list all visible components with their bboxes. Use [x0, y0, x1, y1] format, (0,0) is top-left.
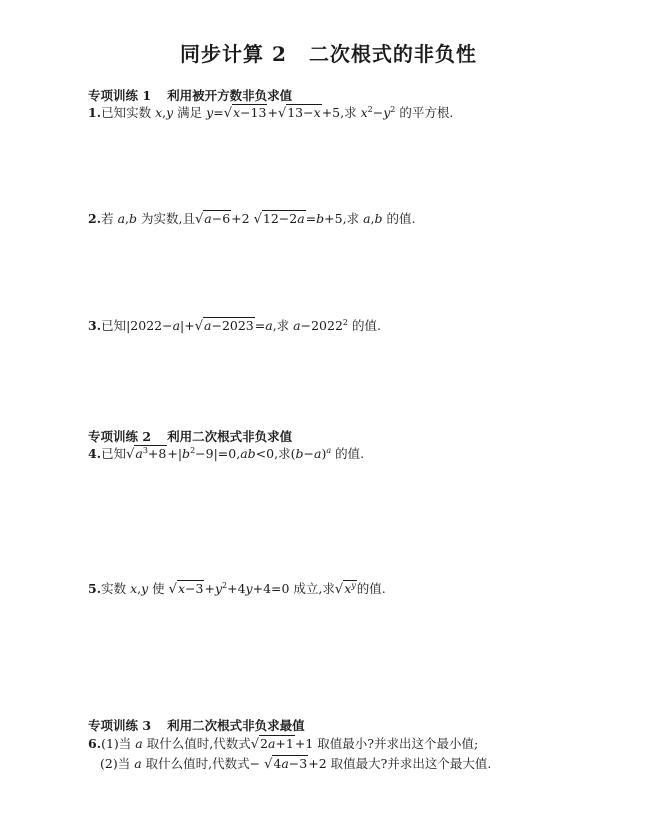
problem-3: 3.已知|2022−a|+√a−2023=a,求 $a-2022^2$ 的值.: [88, 318, 381, 334]
radical: √x−13: [223, 105, 267, 121]
radical: √4a−3: [264, 756, 308, 772]
radical: √2a+1: [250, 736, 294, 752]
problem-6-part-2: (2)当 a 取什么值时,代数式− √4a−3+2 取值最大?并求出这个最大值.: [100, 756, 492, 772]
radical: √13−x: [277, 105, 321, 121]
section-topic: 利用二次根式非负求最值: [167, 718, 305, 733]
problem-number: 6.: [88, 736, 102, 751]
section-topic: 利用被开方数非负求值: [167, 88, 293, 103]
problem-number: 4.: [88, 446, 102, 461]
section-topic: 利用二次根式非负求值: [167, 429, 293, 444]
problem-number: 2.: [88, 211, 102, 226]
section-label: 专项训练 3: [88, 718, 152, 733]
radical: √a−6: [194, 211, 231, 227]
radical: √a−2023: [194, 318, 254, 334]
radical: $√a^3+8$: [126, 446, 167, 462]
problem-4: 4.已知$√a^3+8+|b^2-9|=0,ab<0$,求$(b-a)^a$ 的值.: [88, 446, 365, 462]
page-title: [0, 38, 657, 67]
problem-6-part-1: 6.(1)当 a 取什么值时,代数式√2a+1+1 取值最小?并求出这个最小值;: [88, 736, 479, 752]
title-sub: 二次根式的非负性: [308, 42, 477, 66]
problem-number: 5.: [88, 581, 102, 596]
problem-1: 1.已知实数 x,y 满足 y=√x−13+√13−x+5,求 $x^2-y^2$ 的平方根.: [88, 105, 454, 121]
problem-number: 1.: [88, 105, 102, 120]
section-heading-3: [88, 716, 305, 734]
radical: √x−3: [168, 581, 204, 597]
section-heading-1: [88, 86, 292, 104]
problem-number: 3.: [88, 318, 102, 333]
section-label: 专项训练 2: [88, 429, 152, 444]
problem-2: 2.若 a,b 为实数,且√a−6+2 √12−2a=b+5,求 a,b 的值.: [88, 211, 416, 227]
problem-5: 5.实数 x,y 使 $√x-3+y^2+4y+4=0$ 成立,求$√x^y$的值.: [88, 581, 386, 597]
section-label: 专项训练 1: [88, 88, 152, 103]
section-heading-2: [88, 427, 292, 445]
radical: $√x^y$: [334, 581, 356, 597]
radical: √12−2a: [253, 211, 305, 227]
title-main: 同步计算 2: [180, 42, 287, 66]
